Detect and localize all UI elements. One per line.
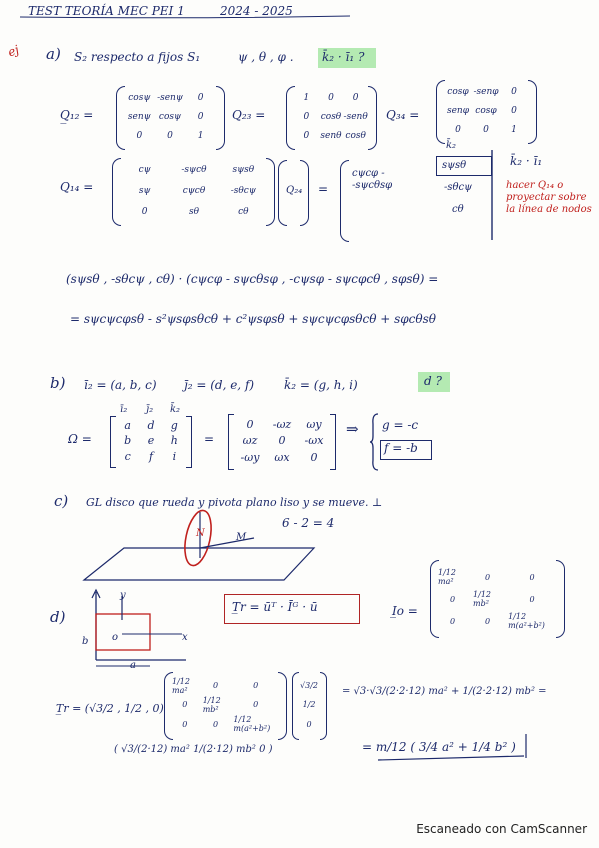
note-text: hacer Q₁₄ o proyectar sobre la línea de nodos — [506, 180, 592, 215]
j2-vector: j̄₂ = (d, e, f) — [184, 378, 255, 392]
q34-matrix — [444, 82, 528, 140]
omega-bracket-right — [330, 414, 336, 470]
q23-cell: cosθ — [320, 111, 342, 122]
q12-cell: senψ — [127, 111, 151, 122]
basis-cell: g — [170, 419, 178, 433]
q24-label: Q₂₄ — [286, 185, 303, 196]
tr-row-vector: T̲r = (√3/2 , 1/2 , 0) — [56, 702, 164, 715]
q12-cell: cosψ — [128, 92, 151, 103]
basis-bracket-right — [186, 416, 192, 468]
q23-cell: cosθ — [345, 131, 366, 142]
q34-cell: 1 — [511, 125, 517, 136]
result-paren-left — [340, 160, 349, 242]
part-a-angles: ψ , θ , φ . — [238, 50, 294, 64]
col-head-i2: ī₂ — [120, 404, 128, 415]
omega-label: Ω = — [68, 432, 92, 446]
tr-mid-cell: 0 — [213, 681, 219, 691]
q23-label: Q₂₃ = — [232, 108, 266, 122]
basis-cell: e — [147, 434, 155, 448]
io-cell: 0 — [485, 572, 491, 582]
col-head-j2: j̄₂ — [146, 404, 154, 415]
q34-paren-right — [528, 80, 537, 144]
q23-cell: -senθ — [343, 111, 368, 122]
implies-arrow: ⇒ — [346, 420, 359, 438]
axis-b-label: b — [82, 636, 89, 647]
q34-cell: -senφ — [473, 86, 499, 97]
plate-sketch — [82, 590, 192, 670]
tr-mid-matrix — [172, 676, 278, 734]
q24-entry-2: -sψcθsφ — [352, 180, 393, 191]
omega-cell: -ωx — [304, 434, 324, 448]
part-b-label: b) — [50, 374, 66, 392]
q24-entry-1: cψcφ - — [352, 168, 385, 179]
equation-f: f = -b — [384, 441, 418, 455]
omega-matrix — [234, 416, 330, 466]
q23-paren-right — [368, 86, 377, 150]
part-b-question: d ? — [424, 374, 442, 388]
part-a-text: S₂ respecto a fijos S₁ — [74, 50, 201, 64]
k2-vector: k̄₂ = (g, h, i) — [284, 378, 358, 392]
q34-cell: cosφ — [475, 105, 497, 116]
omega-cell: 0 — [246, 417, 254, 431]
q24-paren-right — [300, 160, 309, 226]
q14-cell: cψ — [138, 165, 151, 176]
k2-col-entry-3: cθ — [452, 204, 464, 215]
omega-cell: -ωz — [272, 417, 292, 431]
io-paren-right — [556, 560, 565, 638]
q23-cell: 0 — [352, 92, 359, 103]
basis-cell: h — [170, 434, 178, 448]
q14-paren-right — [266, 158, 275, 226]
q14-matrix — [120, 160, 268, 222]
equation-g: g = -c — [382, 418, 419, 432]
part-c-calc: 6 - 2 = 4 — [282, 516, 335, 530]
q34-cell: 0 — [511, 86, 517, 97]
equals-sign-b: = — [204, 432, 215, 446]
axis-y-label: y — [120, 590, 126, 601]
io-cell: 0 — [449, 616, 456, 626]
omega-cell: ωz — [242, 434, 258, 448]
tr-vec-cell: √3/2 — [300, 681, 318, 691]
io-cell: 1/12 mb² — [473, 590, 492, 608]
disk-m-label: M — [236, 532, 247, 543]
k2-column-bracket — [488, 150, 508, 250]
tr-column-vector — [298, 676, 320, 734]
io-label: I̲o = — [392, 604, 418, 618]
q23-cell: senθ — [320, 131, 342, 142]
tr-vec-cell: 0 — [306, 719, 312, 729]
omega-cell: 0 — [278, 434, 286, 448]
q14-cell: sψ — [138, 185, 151, 196]
basis-cell: c — [124, 449, 131, 463]
q12-matrix — [124, 88, 216, 146]
part-a-label: a) — [46, 45, 61, 63]
row-vector-result: ( √3/(2·12) ma² 1/(2·12) mb² 0 ) — [114, 744, 273, 755]
tr-vec-cell: 1/2 — [302, 700, 316, 710]
product-line: (sψsθ , -sθcψ , cθ) · (cψcφ - sψcθsφ , -cψsφ - sψcφcθ , sφsθ) = — [66, 272, 439, 286]
q12-cell: 0 — [197, 92, 204, 103]
scanner-watermark: Escaneado con CamScanner — [416, 822, 587, 836]
margin-mark: ej — [5, 42, 21, 60]
q34-label: Q₃₄ = — [386, 108, 420, 122]
basis-cell: d — [147, 419, 155, 433]
omega-cell: -ωy — [240, 451, 260, 465]
basis-matrix — [116, 418, 186, 464]
q34-cell: cosφ — [447, 86, 469, 97]
basis-cell: b — [124, 434, 132, 448]
io-cell: 1/12 m(a²+b²) — [508, 612, 545, 630]
basis-cell: i — [172, 449, 177, 463]
io-cell: 0 — [485, 616, 491, 626]
final-underline — [378, 734, 538, 764]
result-line: = sψcψcφsθ - s²ψsφsθcθ + c²ψsφsθ + sψcψcφsθcθ + sφcθsθ — [70, 312, 436, 326]
q23-cell: 0 — [303, 111, 310, 122]
q14-label: Q₁₄ = — [60, 180, 94, 194]
q12-cell: 0 — [197, 111, 204, 122]
q12-cell: 1 — [197, 131, 204, 142]
tr-mid-cell: 1/12 m(a²+b²) — [233, 715, 271, 734]
i2-vector: ī₂ = (a, b, c) — [84, 378, 157, 392]
tr-mid-paren-right — [278, 672, 287, 740]
header-year: 2024 - 2025 — [220, 4, 293, 18]
final-eq-1: = √3·√3/(2·2·12) ma² + 1/(2·2·12) mb² = — [342, 686, 547, 697]
q14-cell: -sθcψ — [230, 185, 256, 196]
io-matrix — [438, 566, 556, 632]
q12-paren-right — [216, 86, 225, 150]
omega-cell: ωy — [306, 417, 322, 431]
q23-cell: 0 — [303, 131, 310, 142]
tr-mid-cell: 0 — [213, 719, 219, 729]
axis-a-label: a — [130, 660, 136, 671]
q34-cell: 0 — [511, 105, 517, 116]
tr-mid-cell: 1/12 ma² — [172, 676, 190, 695]
k2-column-header: k̄₂ — [446, 140, 457, 151]
q23-cell: 1 — [303, 92, 310, 103]
io-cell: 1/12 ma² — [438, 568, 456, 586]
k2-col-entry-2: -sθcψ — [444, 182, 472, 193]
header-underline — [0, 0, 599, 20]
tr-vec-paren-right — [320, 672, 327, 740]
tr-mid-cell: 0 — [182, 719, 188, 729]
io-cell: 0 — [529, 572, 535, 582]
basis-cell: f — [148, 449, 154, 463]
final-eq-2: = m/12 ( 3/4 a² + 1/4 b² ) — [362, 740, 516, 754]
q14-cell: 0 — [141, 206, 148, 217]
tr-mid-cell: 0 — [182, 700, 188, 710]
part-c-text: GL disco que rueda y pivota plano liso y se mueve. ⊥ — [86, 496, 383, 509]
q12-cell: -senψ — [157, 92, 183, 103]
tr-mid-cell: 0 — [253, 681, 259, 691]
q23-cell: 0 — [328, 92, 334, 103]
q14-cell: cψcθ — [182, 185, 206, 196]
k2-dot-i1: k̄₂ · ī₁ — [510, 154, 543, 168]
q12-cell: 0 — [136, 131, 143, 142]
tr-mid-cell: 0 — [253, 700, 259, 710]
q14-cell: sθ — [188, 206, 200, 217]
q14-cell: -sψcθ — [181, 165, 207, 176]
tr-formula: T̲r = ūᵀ · Īᴳ · ū — [232, 600, 318, 614]
io-cell: 0 — [529, 594, 535, 604]
tr-mid-cell: 1/12 mb² — [202, 695, 221, 714]
q23-matrix — [294, 88, 368, 146]
io-cell: 0 — [449, 594, 456, 604]
equals-sign: = — [318, 182, 329, 196]
basis-cell: a — [124, 419, 131, 433]
q14-cell: cθ — [238, 206, 249, 217]
part-c-label: c) — [54, 492, 69, 510]
omega-cell: ωx — [274, 451, 290, 465]
part-a-question: k̄₂ · ī₁ ? — [322, 50, 365, 64]
q12-label: Q̲₁₂ = — [60, 108, 94, 122]
brace — [370, 414, 380, 470]
disk-n-label: N — [196, 528, 205, 539]
axis-o-label: o — [112, 632, 119, 643]
part-d-label: d) — [50, 608, 66, 626]
q14-cell: sψsθ — [232, 165, 255, 176]
header-title: TEST TEORÍA MEC PEI 1 — [28, 4, 185, 18]
q34-cell: 0 — [455, 125, 461, 136]
q12-cell: 0 — [167, 131, 173, 142]
q34-cell: 0 — [483, 125, 489, 136]
q34-cell: senφ — [446, 105, 470, 116]
k2-col-entry-1: sψsθ — [442, 160, 467, 171]
disk-sketch — [84, 508, 334, 588]
col-head-k2: k̄₂ — [170, 404, 181, 415]
axis-x-label: x — [182, 632, 188, 643]
omega-cell: 0 — [310, 451, 318, 465]
q12-cell: cosψ — [158, 111, 182, 122]
